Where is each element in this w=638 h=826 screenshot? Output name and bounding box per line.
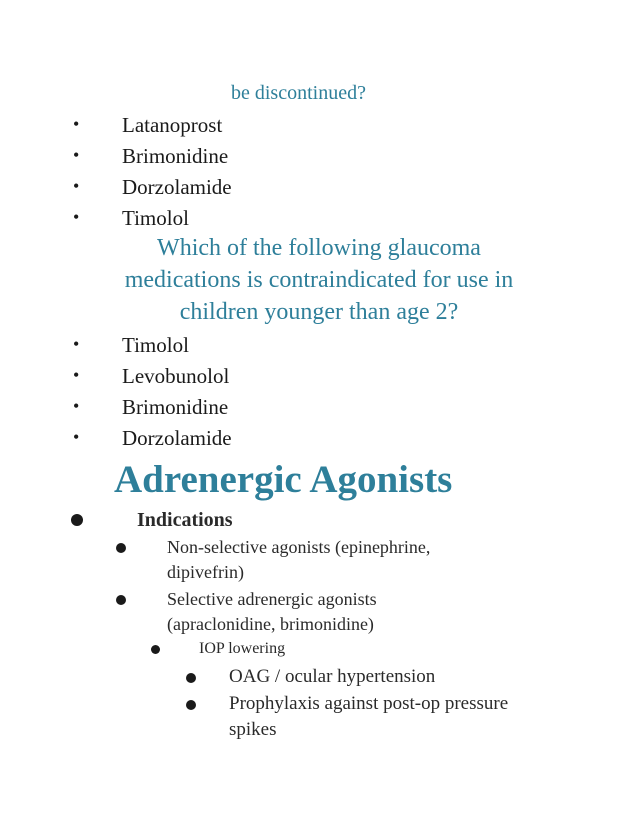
iop-lowering-label: IOP lowering bbox=[199, 640, 286, 657]
section-title: Adrenergic Agonists bbox=[114, 458, 453, 501]
option-brimonidine: Brimonidine bbox=[122, 144, 229, 168]
option-dorzolamide: Dorzolamide bbox=[122, 175, 232, 199]
question-2-line-1: Which of the following glaucoma bbox=[157, 235, 481, 261]
indications-label: Indications bbox=[137, 509, 233, 531]
sub-item-prophylaxis-line-2: spikes bbox=[229, 719, 277, 740]
bullet-dot bbox=[116, 543, 126, 553]
bullet: • bbox=[73, 334, 80, 354]
option-timolol: Timolol bbox=[122, 206, 189, 230]
sub-item-prophylaxis-line-1: Prophylaxis against post-op pressure bbox=[229, 693, 509, 714]
option-timolol: Timolol bbox=[122, 333, 189, 357]
bullet: • bbox=[73, 176, 80, 196]
sub-item-oag: OAG / ocular hypertension bbox=[229, 666, 436, 687]
bullet-dot bbox=[186, 700, 196, 710]
question-1-tail: be discontinued? bbox=[231, 82, 366, 104]
option-latanoprost: Latanoprost bbox=[122, 113, 223, 137]
item-non-selective-line-2: dipivefrin) bbox=[167, 562, 244, 582]
option-dorzolamide: Dorzolamide bbox=[122, 426, 232, 450]
bullet-dot bbox=[116, 595, 126, 605]
bullet-dot bbox=[71, 514, 83, 526]
item-selective-line-2: (apraclonidine, brimonidine) bbox=[167, 614, 374, 634]
option-brimonidine: Brimonidine bbox=[122, 395, 229, 419]
bullet: • bbox=[73, 365, 80, 385]
question-2-line-2: medications is contraindicated for use in bbox=[124, 267, 514, 293]
bullet: • bbox=[73, 145, 80, 165]
option-levobunolol: Levobunolol bbox=[122, 364, 230, 388]
bullet: • bbox=[73, 427, 80, 447]
bullet-dot bbox=[186, 673, 196, 683]
bullet: • bbox=[73, 114, 80, 134]
bullet: • bbox=[73, 207, 80, 227]
question-2-line-3: children younger than age 2? bbox=[179, 299, 459, 325]
item-selective-line-1: Selective adrenergic agonists bbox=[167, 589, 377, 609]
bullet-dot bbox=[151, 645, 160, 654]
bullet: • bbox=[73, 396, 80, 416]
item-non-selective-line-1: Non-selective agonists (epinephrine, bbox=[167, 537, 431, 557]
